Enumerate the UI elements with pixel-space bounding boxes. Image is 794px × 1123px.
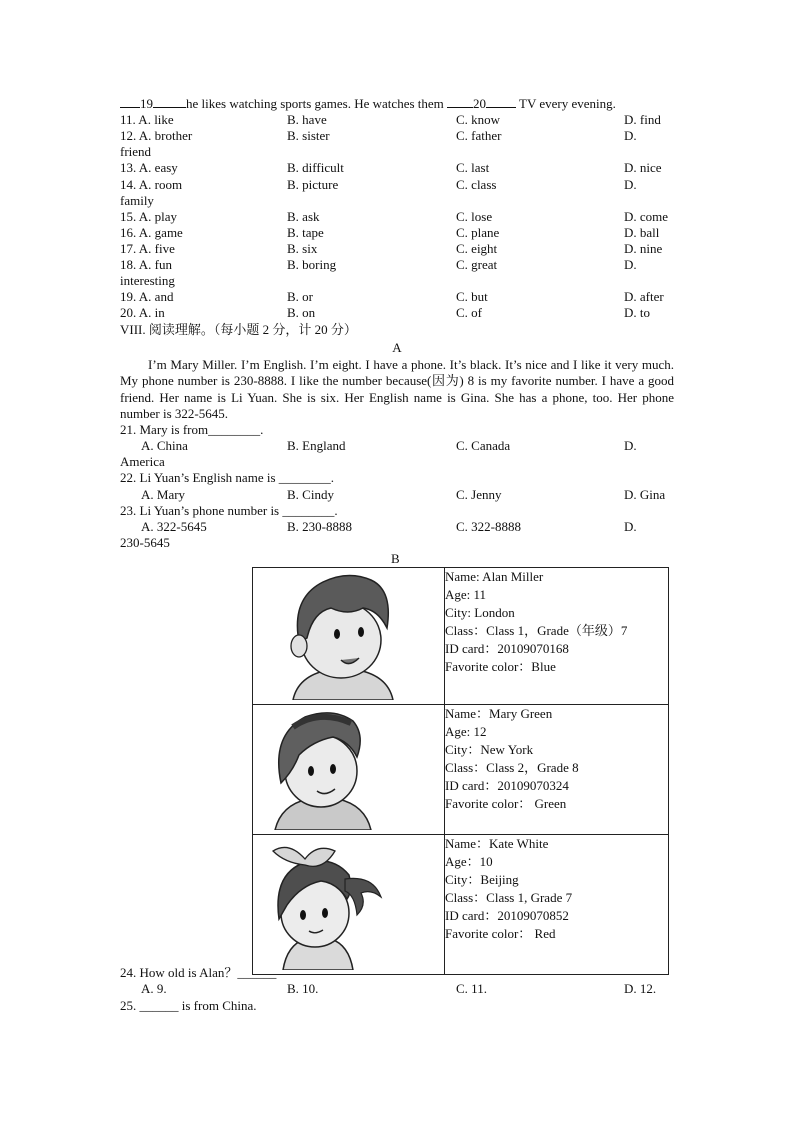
student-photo-cell — [253, 705, 445, 835]
student-favorite-color: Favorite color： Green — [445, 796, 567, 811]
option-c[interactable]: C. lose — [456, 209, 493, 224]
blank-number-20: 20 — [473, 96, 487, 111]
option-d[interactable]: D. — [624, 438, 637, 453]
option-b[interactable]: B. tape — [287, 225, 324, 240]
option-c[interactable]: C. eight — [456, 241, 498, 256]
option-d[interactable]: D. 12. — [624, 981, 657, 996]
option-d[interactable]: D. nice — [624, 160, 662, 175]
option-d[interactable]: D. come — [624, 209, 669, 224]
option-c[interactable]: C. know — [456, 112, 501, 127]
option-d-wrap: America — [120, 454, 165, 469]
option-a[interactable]: 14. A. room — [120, 177, 183, 192]
option-b[interactable]: B. on — [287, 305, 316, 320]
option-c[interactable]: C. class — [456, 177, 497, 192]
option-a[interactable]: 11. A. like — [120, 112, 174, 127]
option-row-11 — [120, 112, 674, 128]
option-b[interactable]: B. picture — [287, 177, 339, 192]
student-id-card: ID card：20109070324 — [445, 778, 569, 793]
option-b[interactable]: B. England — [287, 438, 346, 453]
option-b[interactable]: B. or — [287, 289, 313, 304]
option-d-wrap: interesting — [120, 273, 175, 288]
cloze-intro-line — [120, 96, 616, 112]
student-age: Age: 12 — [445, 724, 487, 739]
option-row-12 — [120, 128, 674, 144]
option-c[interactable]: C. 322-8888 — [456, 519, 521, 534]
student-class: Class：Class 2，Grade 8 — [445, 760, 579, 775]
option-d-wrap: 230-5645 — [120, 535, 170, 550]
option-row-18 — [120, 257, 674, 273]
option-d[interactable]: D. ball — [624, 225, 660, 240]
passage-label-a: A — [392, 340, 402, 355]
student-favorite-color: Favorite color：Blue — [445, 659, 556, 674]
student-class: Class：Class 1，Grade（年级）7 — [445, 623, 628, 638]
option-c[interactable]: C. great — [456, 257, 498, 272]
option-d[interactable]: D. — [624, 519, 637, 534]
student-card — [253, 568, 669, 705]
option-d[interactable]: D. find — [624, 112, 661, 127]
girl-headband-portrait-icon — [253, 705, 443, 830]
option-d[interactable]: D. nine — [624, 241, 663, 256]
student-city: City: London — [445, 605, 515, 620]
option-b[interactable]: B. sister — [287, 128, 330, 143]
question-23-options — [120, 519, 674, 535]
option-row-17 — [120, 241, 674, 257]
option-d[interactable]: D. after — [624, 289, 664, 304]
option-a[interactable]: A. Mary — [141, 487, 186, 502]
option-b[interactable]: B. boring — [287, 257, 337, 272]
student-info-table — [252, 567, 669, 975]
option-a[interactable]: A. China — [141, 438, 188, 453]
passage-label-b: B — [391, 551, 400, 566]
option-d[interactable]: D. — [624, 257, 637, 272]
option-b[interactable]: B. ask — [287, 209, 320, 224]
option-row-19 — [120, 289, 674, 305]
option-row-14 — [120, 177, 674, 193]
girl-bow-portrait-icon — [253, 835, 443, 970]
student-card — [253, 835, 669, 975]
option-b[interactable]: B. 10. — [287, 981, 319, 996]
student-name: Name: Alan Miller — [445, 569, 544, 584]
intro-text-end: TV every evening. — [516, 96, 616, 111]
option-a[interactable]: 15. A. play — [120, 209, 178, 224]
student-age: Age：10 — [445, 854, 493, 869]
student-photo-cell — [253, 568, 445, 705]
student-info-cell — [445, 705, 669, 835]
option-d[interactable]: D. — [624, 128, 637, 143]
option-b[interactable]: B. difficult — [287, 160, 344, 175]
student-city: City：Beijing — [445, 872, 519, 887]
option-d[interactable]: D. Gina — [624, 487, 666, 502]
section-heading: VIII. 阅读理解。（每小题 2 分，计 20 分） — [120, 322, 357, 337]
option-c[interactable]: C. last — [456, 160, 490, 175]
student-id-card: ID card：20109070168 — [445, 641, 569, 656]
option-a[interactable]: 19. A. and — [120, 289, 174, 304]
question-22-options — [120, 487, 674, 503]
blank-number-19: 19 — [140, 96, 153, 111]
student-info-cell — [445, 568, 669, 705]
question-stem: 23. Li Yuan’s phone number is ________. — [120, 503, 338, 518]
student-info-cell — [445, 835, 669, 975]
option-b[interactable]: B. six — [287, 241, 318, 256]
student-class: Class：Class 1, Grade 7 — [445, 890, 573, 905]
option-a[interactable]: A. 322-5645 — [141, 519, 207, 534]
student-favorite-color: Favorite color： Red — [445, 926, 556, 941]
option-a[interactable]: A. 9. — [141, 981, 167, 996]
option-a[interactable]: 13. A. easy — [120, 160, 178, 175]
option-c[interactable]: C. 11. — [456, 981, 487, 996]
option-d-wrap: friend — [120, 144, 152, 159]
student-id-card: ID card：20109070852 — [445, 908, 569, 923]
option-a[interactable]: 18. A. fun — [120, 257, 172, 272]
option-row-16 — [120, 225, 674, 241]
passage-a-text — [120, 357, 674, 422]
option-a[interactable]: 12. A. brother — [120, 128, 193, 143]
option-b[interactable]: B. 230-8888 — [287, 519, 352, 534]
option-row-15 — [120, 209, 674, 225]
intro-text-mid: he likes watching sports games. He watches them — [186, 96, 448, 111]
option-c[interactable]: C. but — [456, 289, 488, 304]
option-a[interactable]: 16. A. game — [120, 225, 183, 240]
option-d[interactable]: D. to — [624, 305, 650, 320]
option-d[interactable]: D. — [624, 177, 637, 192]
option-c[interactable]: C. plane — [456, 225, 500, 240]
student-city: City：New York — [445, 742, 534, 757]
student-name: Name：Mary Green — [445, 706, 553, 721]
question-stem: 24. How old is Alan？______ — [120, 965, 277, 980]
student-card — [253, 705, 669, 835]
option-c[interactable]: C. Canada — [456, 438, 511, 453]
option-a[interactable]: 17. A. five — [120, 241, 175, 256]
student-photo-cell — [253, 835, 445, 975]
option-row-13 — [120, 160, 674, 176]
question-stem: 21. Mary is from________. — [120, 422, 264, 437]
option-c[interactable]: C. Jenny — [456, 487, 502, 502]
student-name: Name：Kate White — [445, 836, 549, 851]
option-a[interactable]: 20. A. in — [120, 305, 165, 320]
boy-portrait-icon — [253, 568, 443, 700]
option-b[interactable]: B. Cindy — [287, 487, 334, 502]
option-row-20 — [120, 305, 674, 321]
question-24-options — [120, 981, 674, 997]
student-age: Age: 11 — [445, 587, 487, 602]
passage-a-body: I’m Mary Miller. I’m English. I’m eight. I have a phone. It’s black. It’s nice and I like it very much. My phone number is 230-8888. I like the number because(因为) 8 is my favorite number. I have a good friend. Her name is Li Yuan. She is six. Her English name is Gina. She has a phone, too. Her phone number is 322-5645. — [120, 357, 674, 421]
option-c[interactable]: C. of — [456, 305, 482, 320]
question-stem: 22. Li Yuan’s English name is ________. — [120, 470, 335, 485]
question-stem: 25. ______ is from China. — [120, 998, 257, 1013]
option-d-wrap: family — [120, 193, 154, 208]
option-c[interactable]: C. father — [456, 128, 502, 143]
option-b[interactable]: B. have — [287, 112, 327, 127]
question-21-options — [120, 438, 674, 454]
